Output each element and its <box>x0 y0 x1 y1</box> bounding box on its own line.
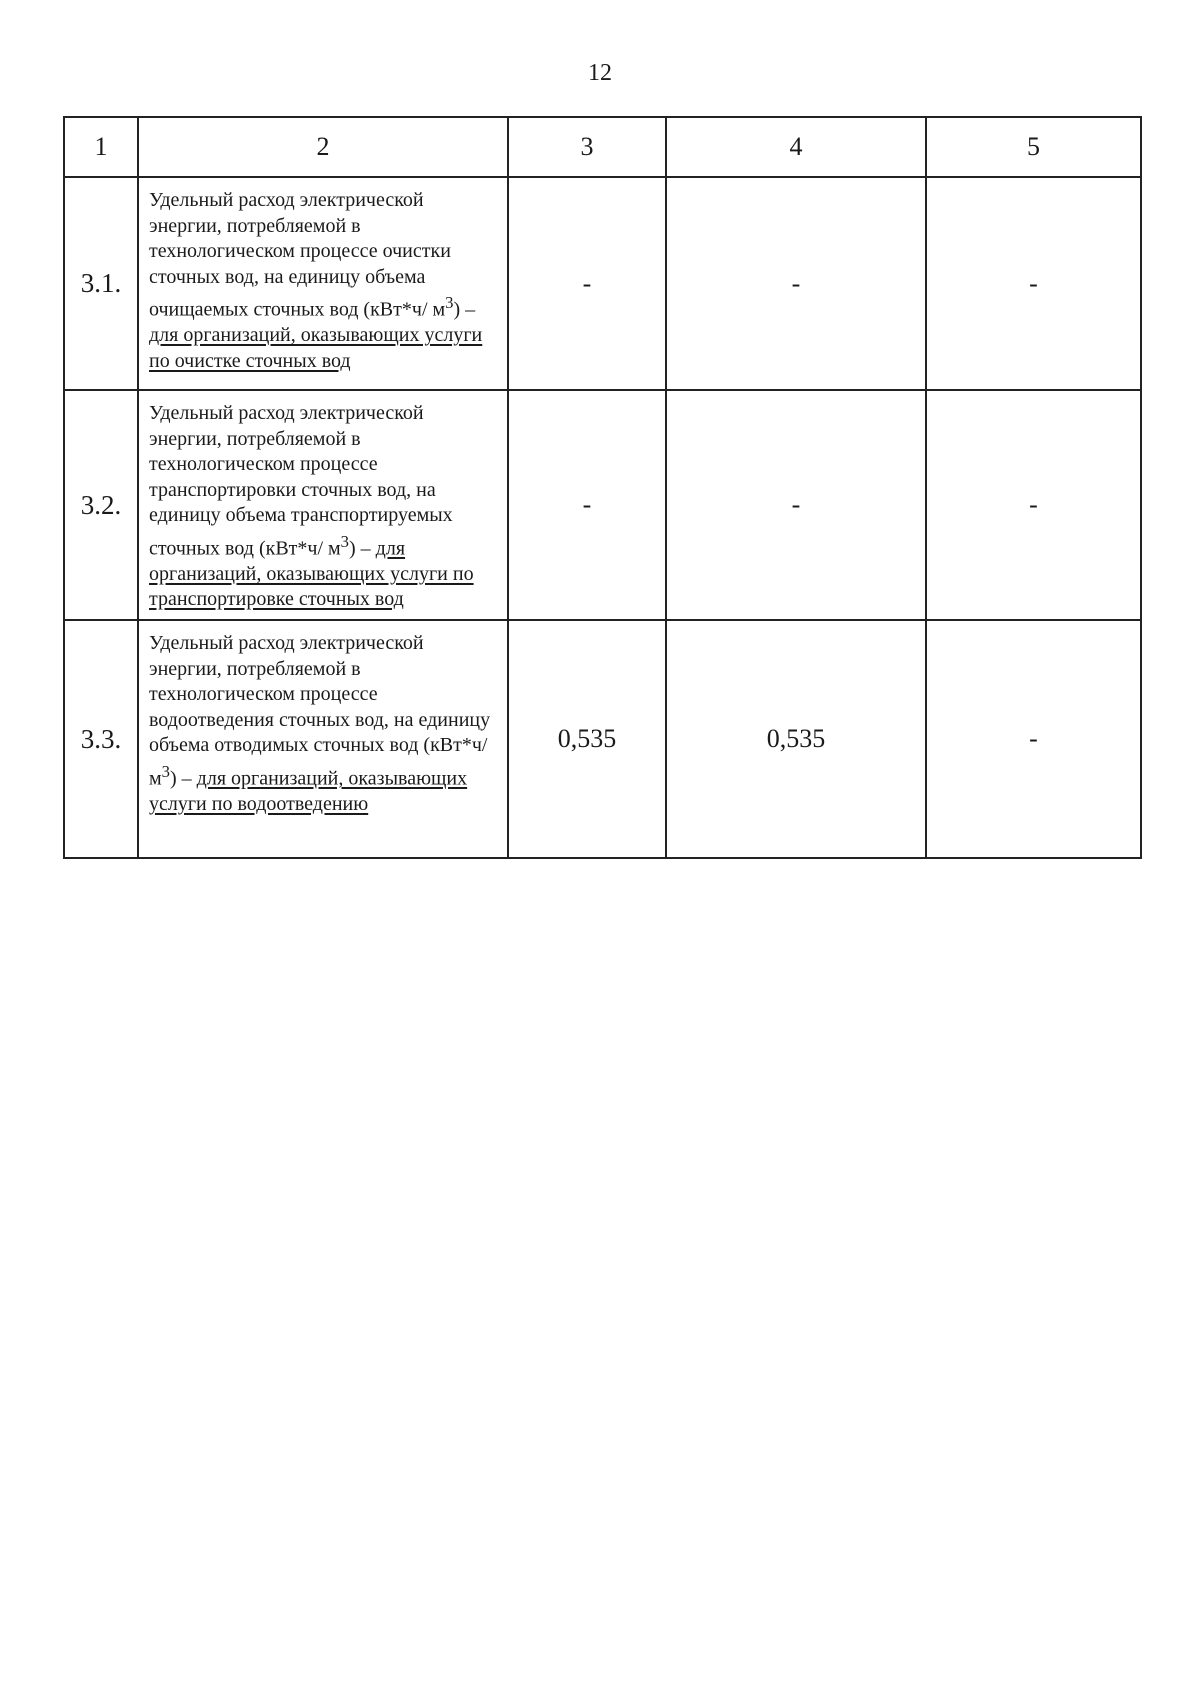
value-col-4: 0,535 <box>666 620 926 858</box>
header-cell-4: 4 <box>666 117 926 177</box>
row-description <box>138 390 508 620</box>
value-col-5: - <box>926 177 1141 390</box>
value-col-5: - <box>926 390 1141 620</box>
header-cell-2: 2 <box>138 117 508 177</box>
description-text: Удельный расход электрической энергии, потребляемой в технологическом процессе транспортировки сточных вод, на единицу объема транспортируемых сточных вод (кВт*ч/ м <box>149 402 453 560</box>
page-number: 12 <box>588 60 612 86</box>
table-header-row <box>64 117 1141 177</box>
value-col-3: 0,535 <box>508 620 666 858</box>
table-row <box>64 390 1141 620</box>
row-number: 3.1. <box>64 177 138 390</box>
description-superscript: 3 <box>445 293 454 312</box>
value-col-4: - <box>666 390 926 620</box>
description-text-after: ) – <box>453 298 476 321</box>
value-col-5: - <box>926 620 1141 858</box>
description-text-after: ) – <box>169 767 197 790</box>
table-row <box>64 620 1141 858</box>
header-cell-3: 3 <box>508 117 666 177</box>
row-number: 3.2. <box>64 390 138 620</box>
description-text-after: ) – <box>349 537 376 560</box>
header-cell-1: 1 <box>64 117 138 177</box>
description-text: Удельный расход электрической энергии, потребляемой в технологическом процессе водоотведения сточных вод, на единицу объема отводимых сточных вод (кВт*ч/ м <box>149 632 491 790</box>
value-col-3: - <box>508 390 666 620</box>
description-underlined: для организаций, оказывающих услуги по очистке сточных вод <box>149 324 483 372</box>
description-underlined: для организаций, оказывающих услуги по водоотведению <box>149 767 468 815</box>
table-row <box>64 177 1141 390</box>
row-description <box>138 177 508 390</box>
description-text: Удельный расход электрической энергии, потребляемой в технологическом процессе очистки сточных вод, на единицу объема очищаемых сточных вод (кВт*ч/ м <box>149 189 451 321</box>
description-superscript: 3 <box>161 761 170 781</box>
value-col-4: - <box>666 177 926 390</box>
row-number: 3.3. <box>64 620 138 858</box>
indicators-table <box>63 116 1142 859</box>
header-cell-5: 5 <box>926 117 1141 177</box>
value-col-3: - <box>508 177 666 390</box>
description-superscript: 3 <box>340 531 349 551</box>
description-underlined: для организаций, оказывающих услуги по транспортировке сточных вод <box>149 537 474 611</box>
row-description <box>138 620 508 858</box>
